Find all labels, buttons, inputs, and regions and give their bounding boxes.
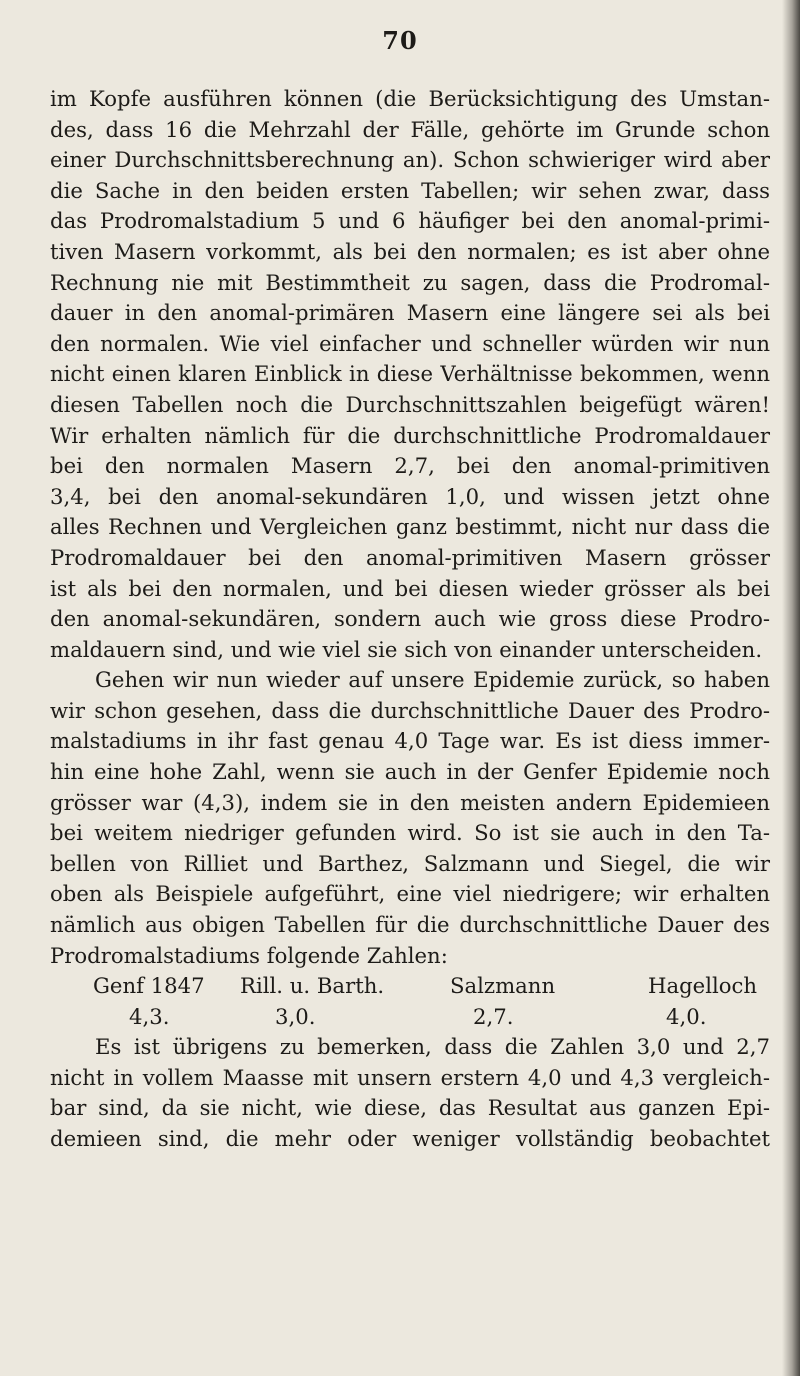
- text-line: malstadiums in ihr fast genau 4,0 Tage war. Es ist diess immer-: [50, 728, 770, 754]
- body-text: [50, 84, 770, 1155]
- text-line: nämlich aus obigen Tabellen für die durchschnittliche Dauer des: [50, 912, 770, 938]
- table-value-cell: 3,0.: [275, 1003, 316, 1029]
- table-header-cell: Genf 1847: [93, 973, 205, 999]
- table-header-cell: Rill. u. Barth.: [240, 973, 385, 999]
- page-number: 70: [382, 26, 418, 55]
- text-line: im Kopfe ausführen können (die Berücksichtigung des Umstan-: [50, 86, 770, 111]
- text-line: einer Durchschnittsberechnung an). Schon schwieriger wird aber: [50, 147, 770, 173]
- table-header-row: [50, 971, 770, 1002]
- paragraph-2: [50, 665, 770, 971]
- table-value-cell: 2,7.: [473, 1003, 514, 1029]
- text-line: Prodromaldauer bei den anomal-primitiven Masern grösser: [50, 544, 770, 570]
- text-line: nicht einen klaren Einblick in diese Verhältnisse bekommen, wenn: [50, 361, 770, 387]
- table-header-cell: Hagelloch: [648, 973, 758, 999]
- text-line: den anomal-sekundären, sondern auch wie gross diese Prodro-: [50, 606, 770, 632]
- text-line: diesen Tabellen noch die Durchschnittszahlen beigefügt wären!: [50, 391, 770, 417]
- text-line: tiven Masern vorkommt, als bei den normalen; es ist aber ohne: [50, 238, 770, 264]
- text-line: Gehen wir nun wieder auf unsere Epidemie zurück, so haben: [95, 667, 770, 693]
- text-line: 3,4, bei den anomal-sekundären 1,0, und wissen jetzt ohne: [50, 483, 770, 509]
- text-line: grösser war (4,3), indem sie in den meisten andern Epidemieen: [50, 789, 770, 815]
- text-line: bei den normalen Masern 2,7, bei den anomal-primitiven: [50, 453, 770, 479]
- text-line: das Prodromalstadium 5 und 6 häufiger bei den anomal-primi-: [50, 208, 770, 234]
- table-value-cell: 4,0.: [666, 1003, 707, 1029]
- text-line: dauer in den anomal-primären Masern eine längere sei als bei: [50, 300, 770, 326]
- duration-table: [50, 971, 770, 1032]
- text-line: oben als Beispiele aufgeführt, eine viel niedrigere; wir erhalten: [50, 881, 770, 907]
- table-header-cell: Salzmann: [450, 973, 556, 999]
- text-line: demieen sind, die mehr oder weniger vollständig beobachtet: [50, 1126, 770, 1151]
- text-line: ist als bei den normalen, und bei diesen wieder grösser als bei: [50, 575, 770, 601]
- paragraph-1: [50, 84, 770, 665]
- text-line: die Sache in den beiden ersten Tabellen; wir sehen zwar, dass: [50, 177, 770, 203]
- table-value-row: [50, 1002, 770, 1033]
- text-line: bellen von Rilliet und Barthez, Salzmann und Siegel, die wir: [50, 850, 770, 876]
- page-edge-shadow: [782, 0, 800, 1376]
- text-line: Es ist übrigens zu bemerken, dass die Zahlen 3,0 und 2,7: [95, 1034, 770, 1060]
- text-line: Prodromalstadiums folgende Zahlen:: [50, 942, 448, 968]
- text-line: bei weitem niedriger gefunden wird. So ist sie auch in den Ta-: [50, 820, 770, 846]
- text-line: nicht in vollem Maasse mit unsern erstern 4,0 und 4,3 vergleich-: [50, 1064, 770, 1090]
- text-line: hin eine hohe Zahl, wenn sie auch in der Genfer Epidemie noch: [50, 759, 770, 785]
- text-line: den normalen. Wie viel einfacher und schneller würden wir nun: [50, 330, 770, 356]
- paragraph-3: [50, 1032, 770, 1154]
- text-line: Rechnung nie mit Bestimmtheit zu sagen, dass die Prodromal-: [50, 269, 770, 295]
- text-line: wir schon gesehen, dass die durchschnittliche Dauer des Prodro-: [50, 697, 770, 723]
- text-line: bar sind, da sie nicht, wie diese, das Resultat aus ganzen Epi-: [50, 1095, 770, 1121]
- text-line: alles Rechnen und Vergleichen ganz bestimmt, nicht nur dass die: [50, 514, 770, 540]
- text-line: des, dass 16 die Mehrzahl der Fälle, gehörte im Grunde schon: [50, 116, 770, 142]
- table-value-cell: 4,3.: [129, 1003, 170, 1029]
- text-line: Wir erhalten nämlich für die durchschnittliche Prodromaldauer: [50, 422, 770, 448]
- text-line: maldauern sind, und wie viel sie sich von einander unterscheiden.: [50, 636, 763, 662]
